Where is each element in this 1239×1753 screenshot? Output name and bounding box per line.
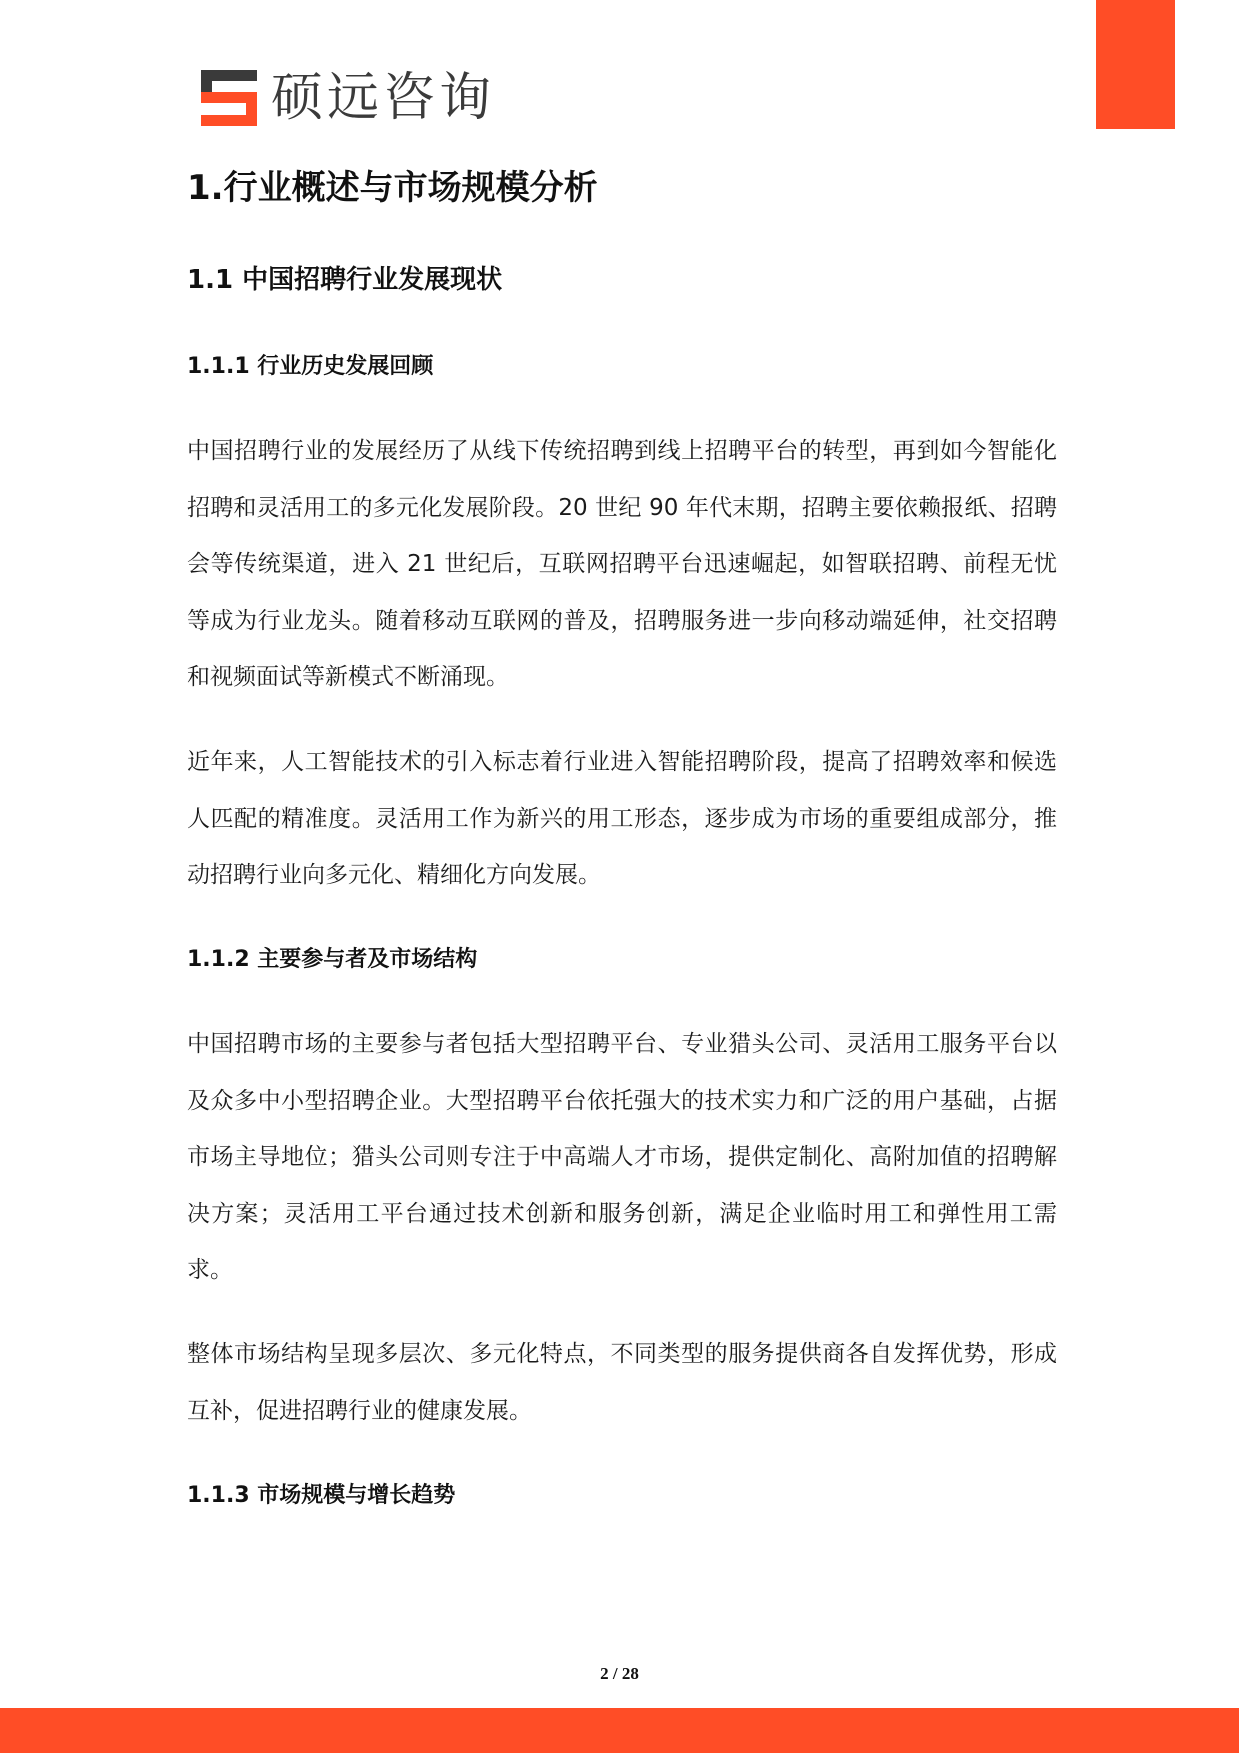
subsection-title-market-size: 1.1.3 市场规模与增长趋势 [187, 1483, 456, 1508]
corner-accent-tab [1096, 0, 1175, 129]
chapter-title: 1.行业概述与市场规模分析 [187, 168, 598, 208]
subsection-title-structure: 1.1.2 主要参与者及市场结构 [187, 947, 478, 972]
section-title: 1.1 中国招聘行业发展现状 [187, 265, 503, 295]
paragraph-structure-2: 整体市场结构呈现多层次、多元化特点，不同类型的服务提供商各自发挥优势，形成互补，促进招聘行业的健康发展。 [187, 1341, 1057, 1424]
paragraph-structure-1: 中国招聘市场的主要参与者包括大型招聘平台、专业猎头公司、灵活用工服务平台以及众多中小型招聘企业。大型招聘平台依托强大的技术实力和广泛的用户基础，占据市场主导地位；猎头公司则专注于中高端人才市场，提供定制化、高附加值的招聘解决方案；灵活用工平台通过技术创新和服务创新，满足企业临时用工和弹性用工需求。 [187, 1031, 1057, 1283]
brand-name: 硕远咨询 [271, 68, 496, 128]
paragraph-history-2: 近年来，人工智能技术的引入标志着行业进入智能招聘阶段，提高了招聘效率和候选人匹配的精准度。灵活用工作为新兴的用工形态，逐步成为市场的重要组成部分，推动招聘行业向多元化、精细化方向发展。 [187, 749, 1057, 888]
brand-logo [201, 66, 495, 130]
subsection-title-history: 1.1.1 行业历史发展回顾 [187, 354, 434, 379]
footer-accent-bar [0, 1708, 1239, 1753]
s-block-logo-icon [201, 70, 257, 126]
page-number: 2 / 28 [600, 1664, 639, 1683]
paragraph-history-1: 中国招聘行业的发展经历了从线下传统招聘到线上招聘平台的转型，再到如今智能化招聘和灵活用工的多元化发展阶段。20 世纪 90 年代末期，招聘主要依赖报纸、招聘会等传统渠道，进入 21 世纪后，互联网招聘平台迅速崛起，如智联招聘、前程无忧等成为行业龙头。随着移动互联网的普及，招聘服务进一步向移动端延伸，社交招聘和视频面试等新模式不断涌现。 [187, 438, 1057, 690]
